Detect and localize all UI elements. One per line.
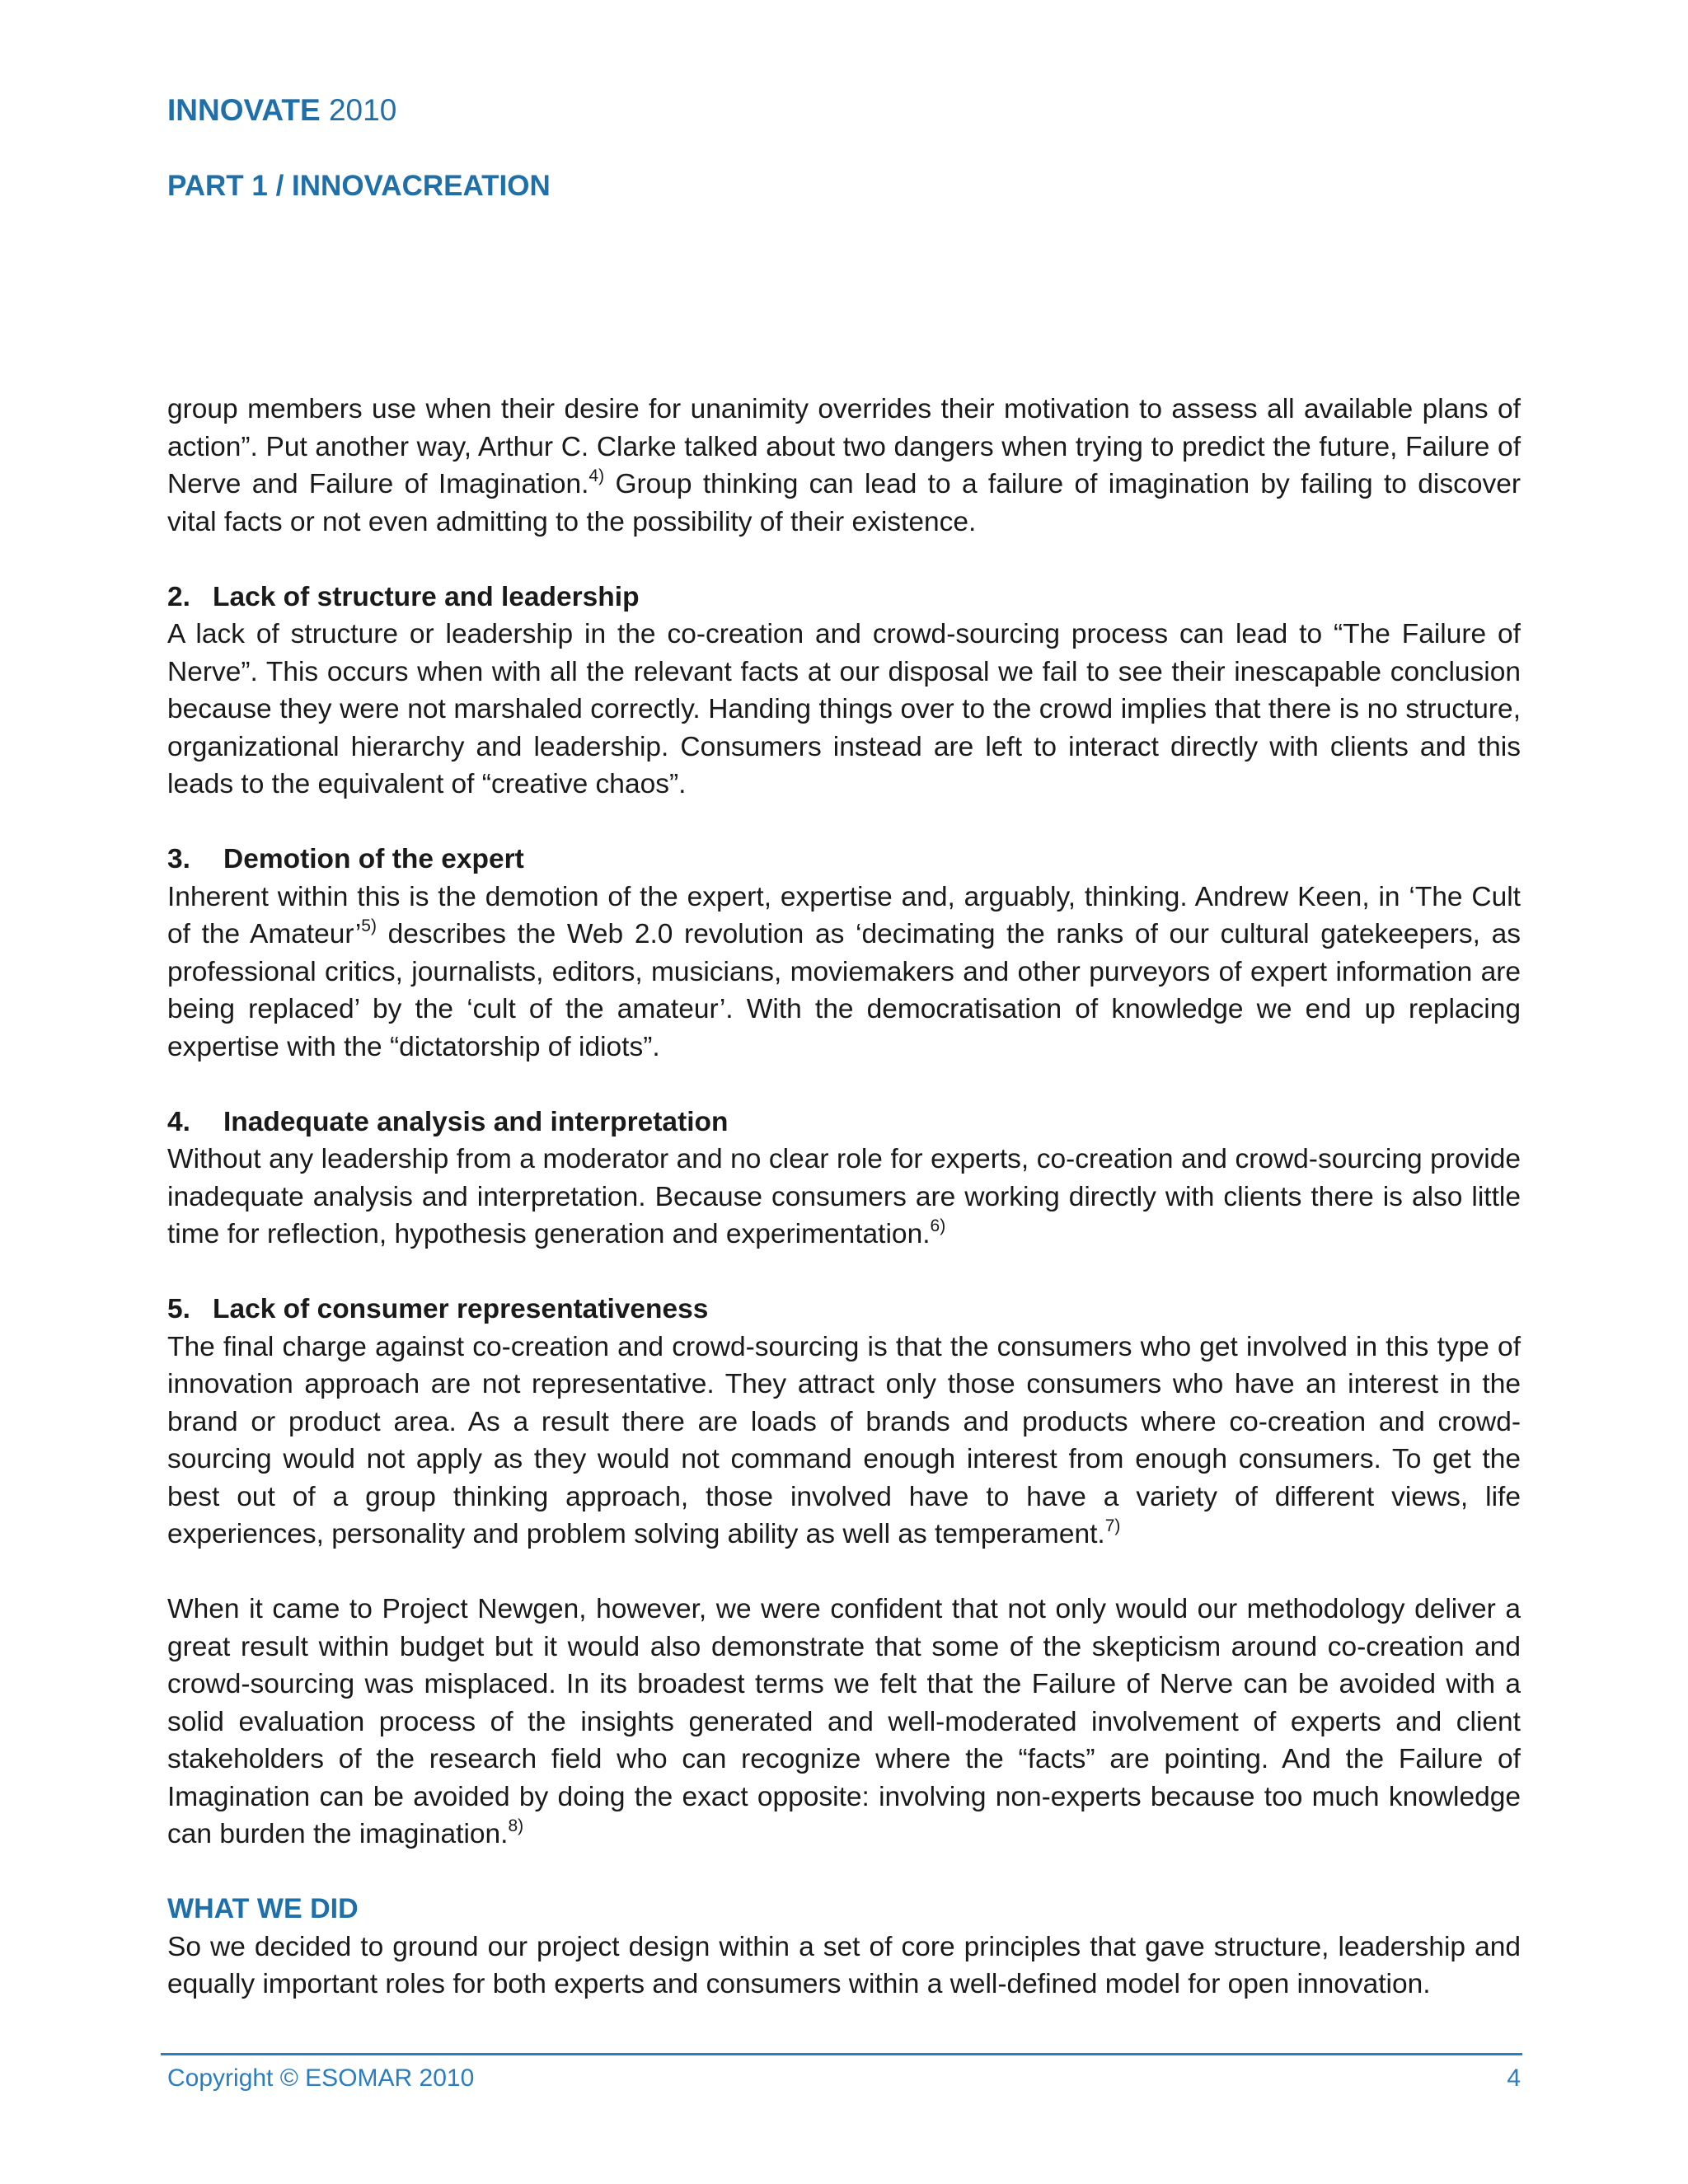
what-we-did-paragraph: So we decided to ground our project design within a set of core principles that gave structure, leadership and equally important roles for both experts and consumers within a well-defined model for open innovation. bbox=[167, 1931, 1521, 1999]
section-title: Lack of consumer representativeness bbox=[213, 1294, 709, 1324]
section-heading-3 bbox=[167, 841, 1521, 879]
intro-paragraph bbox=[167, 391, 1521, 541]
footer-divider bbox=[161, 2053, 1522, 2055]
what-we-did-heading: WHAT WE DID bbox=[167, 1893, 359, 1924]
footnote-ref-5: 5) bbox=[361, 916, 377, 935]
brand-name: INNOVATE bbox=[167, 93, 321, 127]
footnote-ref-7: 7) bbox=[1104, 1516, 1121, 1535]
section-4-text: Without any leadership from a moderator and no clear role for experts, co-creation and crowd-sourcing provide inadequate analysis and interpretation. Because consumers are working directly with clients there is also little time for reflection, hypothesis generation and experimentation. bbox=[167, 1144, 1521, 1249]
brand-year: 2010 bbox=[328, 93, 397, 127]
part-title: PART 1 / INNOVACREATION bbox=[167, 170, 551, 202]
section-number: 5. bbox=[167, 1294, 190, 1324]
section-5-text: The final charge against co-creation and crowd-sourcing is that the consumers who get involved in this type of innovation approach are not representative. They attract only those consumers who have an interest in the brand or product area. As a result there are loads of brands and products where co-creation and crowd-sourcing would not apply as they would not command enough interest from enough consumers. To get the best out of a group thinking approach, those involved have to have a variety of different views, life experiences, personality and problem solving ability as well as temperament. bbox=[167, 1331, 1521, 1549]
body-content bbox=[167, 391, 1521, 2004]
section-number: 2. bbox=[167, 581, 190, 612]
section-3-text-a: Inherent within this is the demotion of the expert, expertise and, arguably, thinking. Andrew Keen, in ‘The Cult of the Amateur’ bbox=[167, 881, 1521, 949]
section-heading-2 bbox=[167, 579, 1521, 616]
intro-text-a: group members use when their desire for unanimity overrides their motivation to assess all available plans of action”. Put another way, Arthur C. Clarke talked about two dangers when trying to predict the future, Failure of Nerve and Failure of Imagination. bbox=[167, 394, 1521, 499]
section-heading-4 bbox=[167, 1104, 1521, 1141]
footnote-ref-8: 8) bbox=[508, 1816, 524, 1835]
publication-title bbox=[167, 92, 551, 129]
page-number: 4 bbox=[1507, 2064, 1521, 2092]
section-number: 3. bbox=[167, 844, 190, 874]
section-paragraph-5 bbox=[167, 1329, 1521, 1554]
section-heading-5 bbox=[167, 1291, 1521, 1329]
intro-text-b: Group thinking can lead to a failure of imagination by failing to discover vital facts or not even admitting to the possibility of their existence. bbox=[167, 469, 1521, 537]
section-3-text-b: describes the Web 2.0 revolution as ‘decimating the ranks of our cultural gatekeepers, as professional critics, journalists, editors, musicians, moviemakers and other purveyors of expert information are being replaced’ by the ‘cult of the amateur’. With the democratisation of knowledge we end up replacing expertise with the “dictatorship of idiots”. bbox=[167, 919, 1521, 1062]
section-paragraph-3 bbox=[167, 879, 1521, 1066]
footnote-ref-4: 4) bbox=[588, 466, 605, 485]
copyright-notice: Copyright © ESOMAR 2010 bbox=[167, 2064, 475, 2092]
footnote-ref-6: 6) bbox=[930, 1216, 946, 1235]
section-paragraph-4 bbox=[167, 1141, 1521, 1254]
section-title: Lack of structure and leadership bbox=[213, 581, 640, 612]
page-header bbox=[167, 92, 551, 204]
section-number: 4. bbox=[167, 1106, 190, 1137]
section-title: Demotion of the expert bbox=[223, 844, 524, 874]
newgen-text: When it came to Project Newgen, however, we were confident that not only would our methodology deliver a great result within budget but it would also demonstrate that some of the skepticism around co-creation and crowd-sourcing was misplaced. In its broadest terms we felt that the Failure of Nerve can be avoided with a solid evaluation process of the insights generated and well-moderated involvement of experts and client stakeholders of the research field who can recognize where the “facts” are pointing. And the Failure of Imagination can be avoided by doing the exact opposite: involving non-experts because too much knowledge can burden the imagination. bbox=[167, 1594, 1521, 1849]
newgen-paragraph bbox=[167, 1591, 1521, 1854]
section-paragraph-2: A lack of structure or leadership in the co-creation and crowd-sourcing process can lead to “The Failure of Nerve”. This occurs when with all the relevant facts at our disposal we fail to see their inescapable conclusion because they were not marshaled correctly. Handing things over to the crowd implies that there is no structure, organizational hierarchy and leadership. Consumers instead are left to interact directly with clients and this leads to the equivalent of “creative chaos”. bbox=[167, 619, 1521, 799]
section-title: Inadequate analysis and interpretation bbox=[223, 1106, 729, 1137]
